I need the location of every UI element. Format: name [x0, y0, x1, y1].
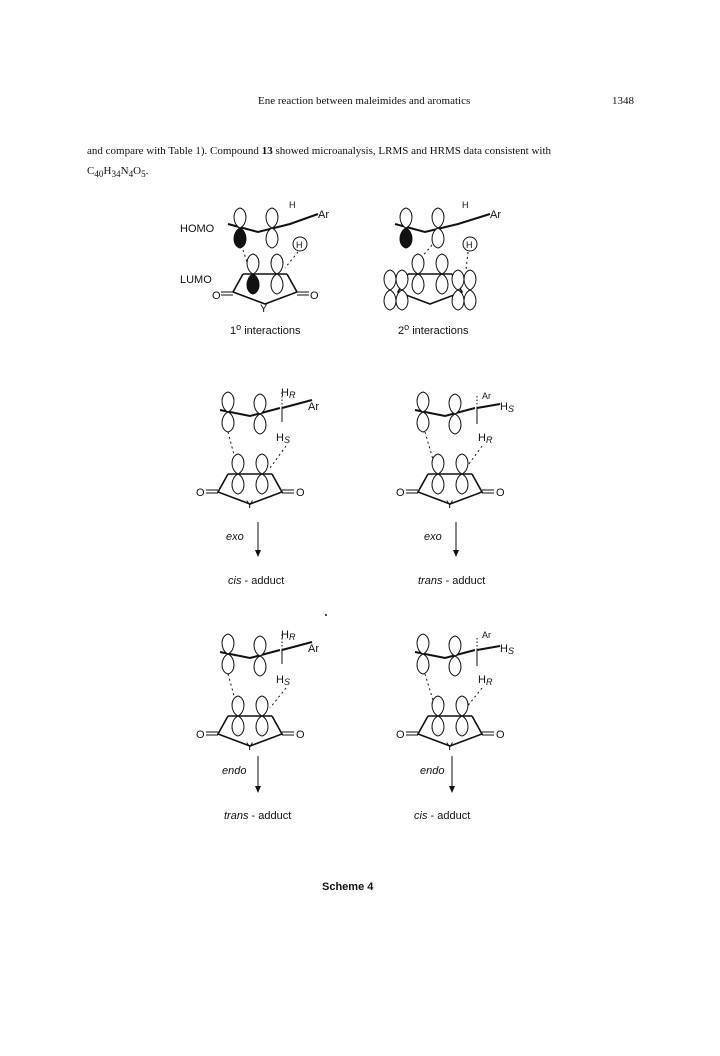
transferring-h-label: H: [296, 240, 303, 250]
aryl-label-2: Ar: [490, 209, 501, 221]
product-label: trans - adduct: [224, 810, 292, 822]
primary-interactions-caption: 1$^o$ interactions: [230, 322, 301, 337]
formula-o-count: 5: [141, 169, 146, 180]
top-substituent: HR: [281, 387, 296, 400]
panel-primary-interactions: [180, 200, 329, 337]
carbonyl-o-right: O: [296, 729, 305, 741]
carbonyl-o-right: O: [496, 729, 505, 741]
transferring-h-label-2: H: [466, 240, 473, 250]
formula-h-count: 34: [111, 169, 121, 180]
side-substituent: Ar: [308, 401, 319, 413]
body-line-1-suffix: showed microanalysis, LRMS and HRMS data consistent with: [272, 145, 552, 157]
formula-n-count: 4: [128, 169, 134, 180]
aryl-label: Ar: [318, 209, 329, 221]
body-line-1-prefix: and compare with Table 1). Compound: [87, 145, 262, 157]
top-substituent: Ar: [482, 391, 491, 401]
allylic-h-label: H: [289, 200, 296, 210]
side-substituent: HS: [500, 643, 514, 656]
ring-y-label: Y: [446, 499, 454, 511]
top-substituent: Ar: [482, 630, 491, 640]
homo-label: HOMO: [180, 223, 215, 235]
carbonyl-o-left: O: [212, 290, 221, 302]
carbonyl-o-left: O: [196, 729, 205, 741]
approach-label: endo: [222, 765, 247, 777]
running-title: Ene reaction between maleimides and aromatics: [258, 95, 471, 107]
lower-substituent: HR: [478, 432, 493, 445]
carbonyl-o-right: O: [310, 290, 319, 302]
approach-label: exo: [424, 531, 442, 543]
lower-substituent: HR: [478, 674, 493, 687]
formula-c-count: 40: [94, 169, 104, 180]
top-substituent: HR: [281, 629, 296, 642]
formula-n: N: [120, 165, 129, 177]
product-label: trans - adduct: [418, 575, 486, 587]
allylic-h-label-2: H: [462, 200, 469, 210]
panel-exo-cis: [196, 387, 319, 587]
approach-label: exo: [226, 531, 244, 543]
ring-y-label: Y: [246, 499, 254, 511]
formula-o: O: [133, 165, 142, 177]
panel-endo-cis: [396, 630, 514, 822]
side-substituent: Ar: [308, 643, 319, 655]
panel-secondary-interactions: [384, 200, 501, 337]
carbonyl-o-right: O: [496, 487, 505, 499]
carbonyl-o-left: O: [196, 487, 205, 499]
panel-exo-trans: [396, 391, 514, 587]
secondary-interactions-caption: 2$^o$ interactions: [398, 322, 469, 337]
formula-period: .: [145, 165, 149, 177]
carbonyl-o-right: O: [296, 487, 305, 499]
lumo-label: LUMO: [180, 274, 212, 286]
compound-number: 13: [261, 145, 273, 157]
approach-label: endo: [420, 765, 445, 777]
carbonyl-o-left: O: [396, 487, 405, 499]
product-label: cis - adduct: [228, 575, 285, 587]
carbonyl-o-left: O: [396, 729, 405, 741]
formula-c: C: [87, 165, 95, 177]
side-substituent: HS: [500, 401, 514, 414]
ring-y-label: Y: [260, 303, 268, 315]
panel-endo-trans: [196, 629, 319, 822]
lower-substituent: HS: [276, 674, 290, 687]
scheme-caption: Scheme 4: [322, 881, 374, 893]
ring-y-label: Y: [246, 741, 254, 753]
ring-y-label: Y: [446, 741, 454, 753]
page-number: 1348: [612, 95, 634, 107]
product-label: cis - adduct: [414, 810, 471, 822]
lower-substituent: HS: [276, 432, 290, 445]
formula-h: H: [103, 165, 112, 177]
